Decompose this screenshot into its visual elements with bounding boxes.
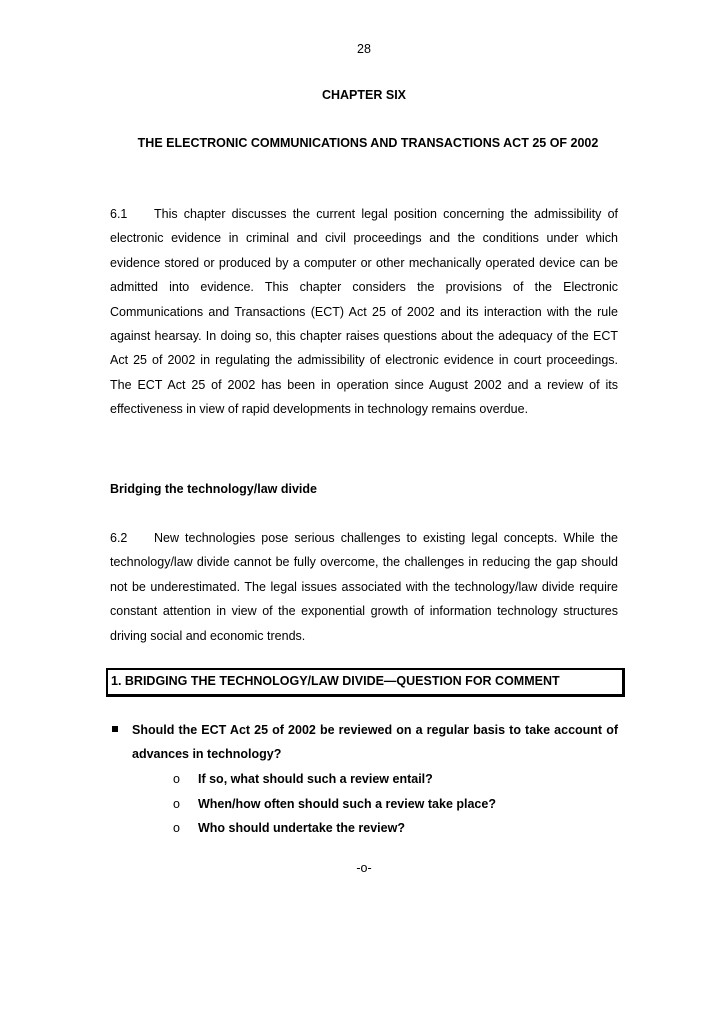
sub-question [173, 816, 496, 841]
section-heading: Bridging the technology/law divide [110, 482, 317, 496]
paragraph-6-2 [110, 526, 618, 648]
paragraph-number: 6.2 [110, 531, 128, 545]
sub-question-text: When/how often should such a review take place? [198, 796, 496, 811]
paragraph-6-1 [110, 202, 618, 422]
sub-question [173, 792, 496, 817]
square-bullet-icon [112, 726, 118, 732]
chapter-label: CHAPTER SIX [321, 88, 407, 102]
circle-bullet-icon: o [173, 821, 180, 835]
paragraph-text: New technologies pose serious challenges to existing legal concepts. While the technology/law divide cannot be fully overcome, the challenges in reducing the gap should not be underestimated. The legal issues associated with the technology/law divide require constant attention in view of the exponential growth of information technology structures driving social and economic trends. [110, 531, 618, 643]
circle-bullet-icon: o [173, 772, 180, 786]
main-question-text: Should the ECT Act 25 of 2002 be reviewed on a regular basis to take account of advances in technology? [132, 723, 618, 761]
paragraph-text: This chapter discusses the current legal position concerning the admissibility of electronic evidence in criminal and civil proceedings and the conditions under which evidence stored or produced by a computer or other mechanically operated device can be admitted into evidence. This chapter considers the provisions of the Electronic Communications and Transactions (ECT) Act 25 of 2002 and its interaction with the rule against hearsay. In doing so, this chapter raises questions about the adequacy of the ECT Act 25 of 2002 in regulating the admissibility of electronic evidence in court proceedings. The ECT Act 25 of 2002 has been in operation since August 2002 and a review of its effectiveness in view of rapid developments in technology remains overdue. [110, 207, 618, 417]
question-box [106, 668, 625, 697]
question-box-title: 1. BRIDGING THE TECHNOLOGY/LAW DIVIDE—QUESTION FOR COMMENT [111, 674, 560, 688]
sub-question-text: If so, what should such a review entail? [198, 772, 433, 786]
circle-bullet-icon: o [173, 796, 180, 811]
sub-questions-list [173, 767, 496, 841]
paragraph-number: 6.1 [110, 207, 128, 221]
main-question [110, 718, 618, 766]
sub-question-text: Who should undertake the review? [198, 821, 405, 835]
end-marker: -o- [356, 861, 372, 875]
chapter-title: THE ELECTRONIC COMMUNICATIONS AND TRANSACTIONS ACT 25 OF 2002 [137, 136, 599, 150]
page-number: 28 [357, 42, 371, 56]
sub-question [173, 767, 496, 792]
